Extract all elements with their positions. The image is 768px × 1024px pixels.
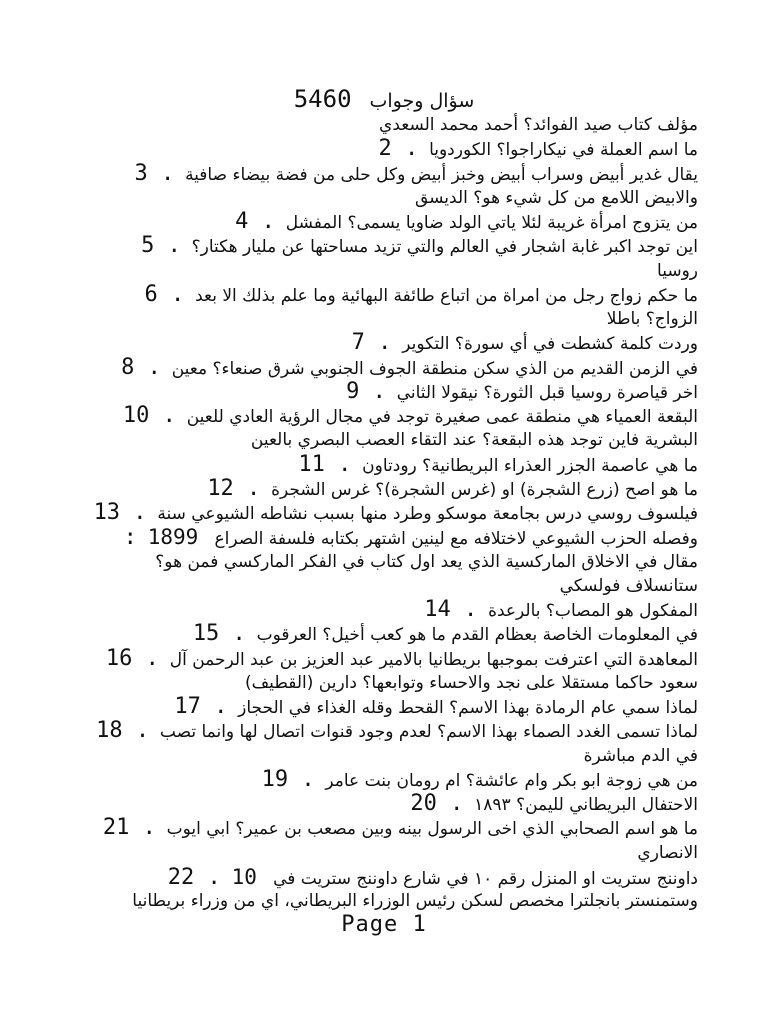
line-text: ما هو اصح (زرع الشجرة) او (غرس الشجرة)؟ غرس الشجرة bbox=[271, 479, 698, 500]
text-line bbox=[72, 404, 698, 428]
line-text: اخر قياصرة روسيا قبل الثورة؟ نيقولا الثاني bbox=[396, 382, 698, 403]
text-line bbox=[72, 307, 698, 331]
text-line bbox=[72, 477, 698, 501]
line-text: والابيض اللامع من كل شيء هو؟ الديسق bbox=[414, 187, 698, 208]
text-line bbox=[72, 186, 698, 210]
text-line bbox=[72, 356, 698, 380]
question-number: 19 . bbox=[261, 766, 315, 792]
line-text: الانصاري bbox=[637, 842, 698, 863]
line-text: البشرية فاين توجد هذه البقعة؟ عند التقاء العصب البصري بالعين bbox=[250, 430, 698, 451]
question-number: 12 . bbox=[207, 475, 261, 501]
text-line bbox=[72, 283, 698, 307]
question-number: 2 . bbox=[378, 136, 419, 162]
line-text: من يتزوج امرأة غريبة لئلا ياتي الولد ضاويا يسمى؟ المفشل bbox=[285, 213, 698, 233]
line-text: ما هو اسم الصحابي الذي اخى الرسول بينه وبين مصعب بن عمير؟ ابي ايوب bbox=[166, 819, 698, 840]
text-line bbox=[72, 671, 698, 695]
line-text: في الزمن القديم من الذي سكن منطقة الجوف الجنوبي شرق صنعاء؟ معين bbox=[171, 358, 698, 379]
line-text: البقعة العمياء هي منطقة عمى صغيرة توجد في مجال الرؤية العادي للعين bbox=[186, 407, 698, 427]
line-text: ما هي عاصمة الجزر العذراء البريطانية؟ رودتاون bbox=[362, 455, 698, 476]
text-line bbox=[72, 768, 698, 792]
text-line bbox=[72, 841, 698, 865]
line-text: مؤلف كتاب صيد الفوائد؟ أحمد محمد السعدي bbox=[379, 115, 698, 135]
line-text: داوننج ستريت او المنزل رقم ١٠ في شارع داوننج ستريت في bbox=[273, 868, 698, 889]
question-number: 21 . bbox=[102, 815, 156, 841]
line-text: ستانسلاف فولسكي bbox=[559, 575, 698, 596]
text-line bbox=[72, 695, 698, 719]
title-text: سؤال وجواب bbox=[369, 90, 475, 112]
line-text: سعود حاكما مستقلا على نجد والاحساء وتوابعها؟ دارين (القطيف) bbox=[244, 672, 698, 693]
question-number: 6 . bbox=[144, 281, 185, 307]
text-line bbox=[72, 259, 698, 283]
line-text: الزواج؟ باطلا bbox=[606, 309, 698, 329]
question-number: 9 . bbox=[346, 378, 386, 404]
question-number: 15 . bbox=[192, 621, 246, 647]
question-number: 17 . bbox=[174, 694, 228, 719]
question-list bbox=[72, 113, 698, 913]
question-number: 13 . bbox=[93, 500, 147, 525]
line-text: اين توجد اكبر غابة اشجار في العالم والتي تزيد مساحتها عن مليار هكتار؟ bbox=[191, 237, 698, 258]
page-title bbox=[0, 82, 768, 116]
text-line bbox=[72, 234, 698, 258]
title-number: 5460 bbox=[293, 85, 352, 113]
line-text: ما حكم زواج رجل من امراة من اتباع طائفة البهائية وما علم بذلك الا بعد bbox=[195, 285, 698, 306]
line-text: المفكول هو المصاب؟ بالرعدة bbox=[488, 601, 698, 621]
line-text: وردت كلمة كشطت في أي سورة؟ التكوير bbox=[402, 334, 698, 355]
text-line bbox=[72, 525, 698, 549]
text-line bbox=[72, 622, 698, 646]
text-line bbox=[72, 574, 698, 598]
text-line bbox=[72, 647, 698, 671]
text-line bbox=[72, 550, 698, 574]
text-line bbox=[72, 719, 698, 743]
line-text: المعاهدة التي اعترفت بموجبها بريطانيا بالامير عبد العزيز بن عبد الرحمن آل bbox=[169, 649, 698, 670]
text-line bbox=[72, 744, 698, 768]
text-line bbox=[72, 428, 698, 452]
text-line bbox=[72, 792, 698, 816]
text-line bbox=[72, 598, 698, 622]
text-line bbox=[72, 816, 698, 840]
question-number: 4 . bbox=[235, 209, 275, 234]
line-text: فيلسوف روسي درس بجامعة موسكو وطرد منها بسبب نشاطه الشيوعي سنة bbox=[157, 504, 698, 524]
line-inline-number: 10 bbox=[231, 864, 257, 889]
question-number: 22 . bbox=[167, 864, 221, 890]
line-text: وفصله الحزب الشيوعي لاختلافه مع لينين اشتهر بكتابه فلسفة الصراع bbox=[214, 529, 698, 550]
question-number: : bbox=[123, 525, 137, 551]
line-text: وستمنستر بانجلترا مخصص لسكن رئيس الوزراء البريطاني، اي من وزراء بريطانيا bbox=[132, 891, 698, 911]
text-line bbox=[72, 453, 698, 477]
question-number: 8 . bbox=[121, 354, 161, 380]
question-number: 3 . bbox=[134, 160, 175, 186]
text-line bbox=[72, 331, 698, 355]
line-text: روسيا bbox=[657, 260, 698, 281]
line-text: من هي زوجة ابو بكر وام عائشة؟ ام رومان بنت عامر bbox=[325, 770, 698, 791]
line-text: لماذا تسمى الغدد الصماء بهذا الاسم؟ لعدم وجود قنوات اتصال لها وانما تصب bbox=[159, 722, 698, 743]
text-line bbox=[72, 501, 698, 525]
line-text: في المعلومات الخاصة بعظام القدم ما هو كعب أخيل؟ العرقوب bbox=[256, 625, 698, 646]
question-number: 11 . bbox=[298, 451, 352, 477]
line-text: ما اسم العملة في نيكاراجوا؟ الكوردويا bbox=[429, 140, 698, 161]
page-footer: Page 1 bbox=[341, 912, 427, 937]
line-text: يقال غدير أبيض وسراب أبيض وخبز أبيض وكل حلى من فضة بيضاء صافية bbox=[185, 164, 698, 185]
question-number: 14 . bbox=[424, 597, 478, 622]
question-number: 5 . bbox=[141, 233, 181, 259]
text-line bbox=[72, 380, 698, 404]
question-number: 16 . bbox=[105, 645, 159, 671]
line-text: لماذا سمي عام الرمادة بهذا الاسم؟ القحط وقله الغذاء في الحجاز bbox=[238, 698, 698, 718]
question-number: 20 . bbox=[410, 791, 464, 816]
text-line bbox=[72, 865, 698, 889]
question-number: 7 . bbox=[351, 330, 392, 356]
text-line bbox=[72, 137, 698, 161]
line-text: مقال في الاخلاق الماركسية الذي يعد اول كتاب في الفكر الماركسي فمن هو؟ bbox=[155, 551, 698, 572]
line-text: في الدم مباشرة bbox=[583, 745, 698, 766]
question-number: 10 . bbox=[122, 403, 176, 428]
line-inline-number: 1899 bbox=[147, 525, 199, 550]
line-text: الاحتفال البريطاني لليمن؟ ١٨٩٣ bbox=[474, 795, 698, 815]
text-line bbox=[72, 210, 698, 234]
text-line bbox=[72, 162, 698, 186]
text-line bbox=[72, 113, 698, 137]
question-number: 18 . bbox=[96, 718, 150, 744]
